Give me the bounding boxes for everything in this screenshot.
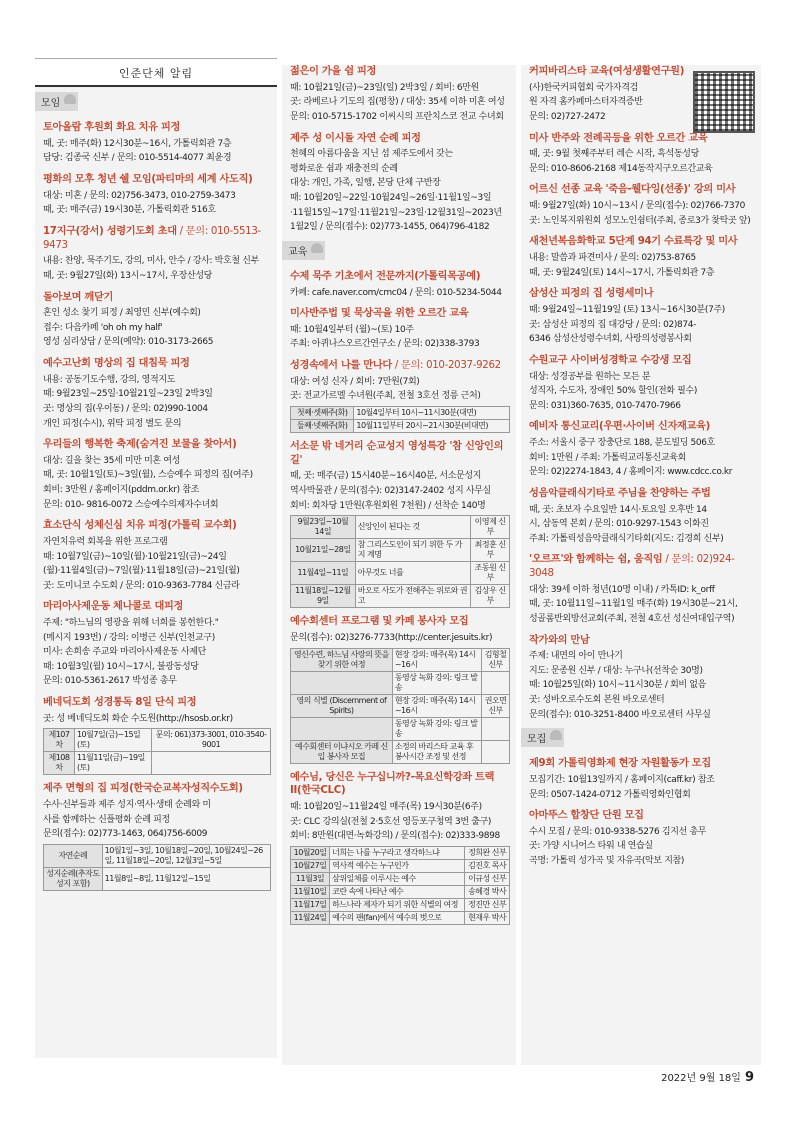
table-row (44, 729, 271, 752)
table-cell: 동영상 녹화 강의: 링크 발송 (392, 717, 481, 740)
notice-title (43, 782, 271, 796)
table-row (291, 846, 510, 859)
schedule-table (290, 846, 510, 925)
notice-line: 역사박물관 / 문의(접수): 02)3147-2402 성지 사무실 (290, 486, 491, 497)
notice-line: 때: 10월20일~11월24일 매주(목) 19시30분(6주) (290, 802, 482, 813)
table-cell: 11월10일 (291, 885, 330, 898)
notice-line: 문의: 010-5361-2617 박성종 총무 (43, 676, 177, 687)
people-icon (550, 730, 562, 740)
table-cell: 정희완 신부 (465, 846, 510, 859)
notice-title-text: 수원교구 사이버성경학교 수강생 모집 (529, 354, 692, 366)
column-2 (282, 58, 516, 1065)
notice-title (290, 65, 510, 79)
page-number: 9 (744, 1070, 754, 1085)
table-cell: 10월7일(금)~15일(토) (74, 729, 151, 752)
notice-line: 문의: 0507-1424-0712 가톨릭영화인협회 (529, 789, 691, 800)
notice-line: 내용: 말씀과 파견미사 / 문의: 02)753-8765 (529, 253, 696, 264)
notice-line: 내용: 찬양, 묵주기도, 강의, 미사, 안수 / 강사: 박호철 신부 (43, 256, 259, 267)
notice-line: 회비: 회차당 1만원(후원회원 7천원) / 선착순 140명 (290, 500, 486, 511)
notice-title (290, 307, 510, 321)
table-cell: 10월11일부터 20시~21시30분(비대면) (354, 419, 510, 432)
notice-title (529, 287, 755, 301)
notice-title-text: 효소단식 성체신심 치유 피정(가톨릭 교수회) (43, 520, 237, 532)
notice-title-text: 제주 성 이시돌 자연 순례 피정 (290, 132, 421, 144)
notice-title-text: 젊은이 가을 쉼 피정 (290, 66, 377, 77)
notice-title-contact: / 문의: 02)924-3048 (529, 554, 735, 580)
notice-line: 문의: 010-5715-1702 이씨시의 프란치스코 전교 수녀회 (290, 111, 504, 122)
section-tab-label: 모집 (527, 734, 547, 746)
table-cell: 9월23일~10월14일 (291, 516, 356, 539)
table-cell: 10월1일~3일, 10월18일~20일, 10월24일~26일, 11월18일~20일, 12월3일~5일 (102, 844, 270, 867)
notice-line: 주최: 아퀴나스오르간연구소 / 문의: 02)338-3793 (290, 339, 480, 350)
notice-title (529, 757, 755, 771)
notice-line: 내용: 공동기도수행, 강의, 영적지도 (43, 374, 176, 385)
section-tab-label: 교육 (288, 246, 308, 258)
notice-title-text: 돌아보며 깨닫기 (43, 291, 114, 303)
table-cell: 아무것도 너를 (355, 562, 471, 585)
notice-title (43, 438, 271, 452)
notice-line: 때: 9월24일~11월19일 (토) 13시~16시30분(7주) (529, 305, 725, 316)
notice-line: 때: 10월20일~22일·10월24일~26일·11월1일~3일 (290, 193, 492, 203)
table-cell: 이영제 신부 (471, 516, 510, 539)
table-row (291, 885, 510, 898)
table-cell: 11월24일 (291, 911, 330, 924)
notice-title (43, 291, 271, 305)
notice-title (43, 696, 271, 710)
schedule-table (290, 648, 510, 764)
notice-line: 곳: 전교가르멜 수녀원(주최, 전철 3호선 정릉 근처) (290, 391, 481, 402)
notice-line: 때, 곳: 매주(금) 15시40분~16시40분, 서소문성지 (290, 471, 482, 482)
table-cell: 제108차 (44, 752, 75, 775)
table-cell: 11월17일 (291, 898, 330, 911)
notice-line: 때, 곳: 10월1일(토)~3일(월), 스승예수 피정의 집(여주) (43, 470, 253, 481)
notice-line: 때: 10월4일부터 (월)~(토) 10주 (290, 324, 414, 335)
table-cell: 현재우 박사 (465, 911, 510, 924)
table-cell: 11월3일 (291, 872, 330, 885)
notice-line: 곳: 라베르나 기도의 집(평창) / 대상: 35세 이하 미혼 여성 (290, 97, 505, 108)
table-row (291, 740, 510, 763)
notice-line: 대상: 39세 이하 청년(10명 이내) / 카톡ID: k_orff (529, 584, 715, 595)
notice-line: 때: 9월27일(화) 10시~13시 / 문의(접수): 02)766-7370 (529, 201, 745, 212)
notice-title (529, 809, 755, 823)
table-row (44, 867, 271, 890)
notice-line: 때: 10월3일(월) 10시~17시, 불광동성당 (43, 661, 199, 672)
notice-line: 수시 모집 / 문의: 010-9338-5276 김지선 총무 (529, 826, 707, 837)
notice-line: 곳: 노인복지위원회 성모노인쉼터(주최, 종로3가 찾탁곳 앞) (529, 215, 751, 226)
notice-title-text: 예수회센터 프로그램 및 카페 봉사자 모집 (290, 616, 469, 628)
notice-line: ·11월15일~17일·11월21일~23일·12월31일~2023년 (290, 207, 502, 218)
notice-title (529, 235, 755, 249)
notice-line: 개인 피정(수시), 위탁 피정 별도 문의 (43, 418, 182, 429)
table-row (291, 717, 510, 740)
notice-line: 6346 삼성산성령수녀회, 사랑의성령봉사회 (529, 334, 692, 345)
table-cell: 제107차 (44, 729, 75, 752)
notice-line: 성직자, 수도자, 장애인 50% 할인(전화 필수) (529, 386, 698, 397)
notice-title-text: 예수고난회 명상의 집 대침묵 피정 (43, 358, 190, 370)
table-cell: 송혜경 박사 (465, 885, 510, 898)
table-cell: 예수회센터 이냐시오 카페 신입 봉사자 모집 (291, 740, 393, 763)
table-cell: 동영상 녹화 강의: 링크 발송 (392, 671, 481, 694)
column-1 (35, 58, 277, 1058)
section-tab-meeting (35, 92, 78, 111)
table-row (291, 516, 510, 539)
table-cell: 첫째·셋째주(화) (291, 406, 354, 419)
table-cell: 10월21일~28일 (291, 539, 356, 562)
table-cell: 권오면 신부 (482, 694, 510, 717)
notice-line: 때, 곳: 매주(화) 12시30분~16시, 가톨릭회관 7층 (43, 138, 232, 149)
notice-title-text: 성경속에서 나를 만나다 (290, 360, 392, 371)
table-cell: 자연순례 (44, 844, 103, 867)
notice-line: 회비: 1만원 / 주최: 가톨릭교리통신교육회 (529, 452, 686, 463)
notice-title-text: 미사반주법 및 묵상곡을 위한 오르간 교육 (290, 308, 469, 320)
issue-date: 2022년 9월 18일 (661, 1073, 741, 1084)
notice-line: 주제: "하느님의 영광을 위해 너희를 봉헌한다." (43, 618, 219, 629)
notice-title (290, 771, 510, 799)
table-cell: 코란 속에 나타난 예수 (330, 885, 465, 898)
schedule-table (290, 406, 510, 433)
table-row (291, 671, 510, 694)
notice-line: 대상: 미혼 / 문의: 02)756-3473, 010-2759-3473 (43, 190, 236, 201)
notice-line: 곳: 명상의 집(우이동) / 문의: 02)990-1004 (43, 403, 208, 414)
table-cell: 11월18일~12월9일 (291, 585, 356, 608)
notice-line: 회비: 8만원(대면·녹화강의) / 문의(접수): 02)333-9898 (290, 831, 500, 842)
notice-title (290, 615, 510, 629)
table-cell: 성지순례(추자도성지 포함) (44, 867, 103, 890)
notice-line: 주제: 내면의 아이 만나기 (529, 651, 623, 662)
notice-line: 문의: 010-8606-2168 제14동작지구오르간교육 (529, 163, 713, 174)
notice-line: 곳: 도미니코 수도회 / 문의: 010-9363-7784 신금라 (43, 580, 240, 591)
table-row (291, 859, 510, 872)
notice-line: 때, 곳: 초보자 수요일반 14시·토요일 오후반 14 (529, 504, 707, 515)
notice-title (43, 225, 271, 253)
notice-title-text: 미사 반주와 전례곡등을 위한 오르간 교육 (529, 132, 708, 144)
notice-line: 혼인 성소 찾기 피정 / 최영민 신부(예수회) (43, 308, 201, 319)
table-cell: 현장 강의: 매주(목) 14시~16시 (392, 694, 481, 717)
notice-line: 대상: 여성 신자 / 회비: 7만원(7회) (290, 376, 420, 387)
notice-line: 천혜의 아름다움을 지닌 섬 제주도에서 갖는 (290, 149, 453, 160)
notice-line: 곳: 가양 시니어스 타워 내 연습실 (529, 841, 653, 852)
notice-title (529, 420, 755, 434)
table-cell: 역사적 예수는 누구인가 (330, 859, 465, 872)
notice-title-text: 새천년복음화학교 5단계 94기 수료특강 및 미사 (529, 236, 738, 248)
column-2-items (290, 270, 510, 925)
table-row (291, 539, 510, 562)
column-2-panel (282, 65, 516, 1065)
notice-line: 원 자격 홈카페마스터자격증반 (529, 97, 643, 108)
section-header: 인준단체 알림 (35, 58, 277, 87)
notice-line: 지도: 문종원 신부 / 대상: 누구나(선착순 30명) (529, 665, 703, 676)
column-3-recruit-items (529, 757, 755, 868)
notice-line: (월)·11월4일(금)~7일(월)·11월18일(금)~21일(월) (43, 566, 240, 577)
notice-title-text: '오르프'와 함께하는 쉼, 움직임 (529, 554, 663, 566)
notice-title (290, 132, 510, 146)
notice-title-text: 예비자 통신교리(우편·사이버 신자재교육) (529, 421, 710, 433)
notice-line: 평화로운 쉼과 재충전의 순례 (290, 163, 398, 174)
notice-line: 때, 곳: 9월24일(토) 14시~17시, 가톨릭회관 7층 (529, 267, 715, 278)
notice-title (43, 600, 271, 614)
column-2-top-items (290, 65, 510, 235)
table-row (291, 419, 510, 432)
table-cell (482, 717, 510, 740)
column-1-panel (35, 58, 277, 1058)
notice-line: 성골롬반외방선교회(주최, 전철 4호선 성신여대입구역) (529, 613, 735, 624)
table-cell: 너희는 나를 누구라고 생각하느냐 (330, 846, 465, 859)
table-cell (152, 752, 271, 775)
notice-title-text: 아마뚜스 합창단 단원 모집 (529, 810, 644, 822)
notice-line: 곡명: 가톨릭 성가곡 및 자유곡(악보 지참) (529, 856, 685, 867)
table-cell: 11월11일(금)~19일(토) (74, 752, 151, 775)
page-footer (661, 1069, 754, 1085)
notice-title-text: 토아올람 후원회 화요 치유 피정 (43, 122, 181, 133)
column-3 (521, 58, 761, 1065)
table-cell: 바오로 사도가 전해주는 위로와 권고 (355, 585, 471, 608)
notice-title-contact: / 문의: 010-5513-9473 (43, 225, 261, 251)
table-cell: 이규성 신부 (465, 872, 510, 885)
notice-title-text: 어르신 선종 교육 '죽음-웰다잉(선종)' 강의 미사 (529, 184, 736, 196)
table-cell: 10월20일 (291, 846, 330, 859)
table-cell: 조동원 신부 (471, 562, 510, 585)
notice-title (529, 354, 755, 368)
notice-title-text: 우리들의 행복한 축제(숨겨진 보물을 찾아서) (43, 439, 237, 451)
notice-line: 영성 심리상담 / 문의(예약): 010-3173-2665 (43, 337, 214, 348)
notice-line: 카페: cafe.naver.com/cmc04 / 문의: 010-5234-5044 (290, 287, 502, 298)
section-tab-education (282, 241, 325, 260)
table-cell: 10월4일부터 10시~11시30분(대면) (354, 406, 510, 419)
notice-title-text: 제9회 가톨릭영화제 현장 자원활동가 모집 (529, 758, 711, 770)
notice-line: 곳: 삼성산 피정의 집 대강당 / 문의: 02)874- (529, 319, 697, 330)
notice-title-text: 예수님, 당신은 누구십니까?-목요신학강좌 트랙 II(한국CLC) (290, 771, 495, 797)
notice-title-text: 커피바리스타 교육(여성생활연구원) (529, 66, 685, 77)
table-row (291, 562, 510, 585)
table-cell: 삼위일체를 이루시는 예수 (330, 872, 465, 885)
column-3-items (529, 65, 755, 722)
notice-line: 때: 10월7일(금)~10일(월)·10월21일(금)~24일 (43, 551, 227, 562)
table-cell: 김상우 신부 (471, 585, 510, 608)
notice-line: 사를 함께하는 신플평화 순례 피정 (43, 814, 170, 825)
notice-line: 때: 10월21일(금)~23일(일) 2박3일 / 회비: 6만원 (290, 82, 479, 93)
column-3-panel (521, 65, 761, 1065)
table-row (44, 752, 271, 775)
table-cell: 정진만 신부 (465, 898, 510, 911)
notice-line: 곳: CLC 강의실(전철 2·5호선 영등포구청역 3번 출구) (290, 816, 492, 827)
people-icon (64, 94, 76, 104)
notice-line: 자연치유력 회복을 위한 프로그램 (43, 536, 168, 547)
notice-line: 문의(접수): 02)773-1463, 064)756-6009 (43, 829, 208, 840)
table-cell: 김진호 목사 (465, 859, 510, 872)
notice-line: 담당: 김종국 신부 / 문의: 010-5514-4077 최윤경 (43, 153, 232, 164)
notice-title-text: 평화의 모후 청년 쉘 모임(파티마의 세계 사도직) (43, 173, 253, 185)
notice-title (529, 132, 755, 146)
pen-icon (311, 243, 323, 253)
notice-title (529, 553, 755, 581)
notice-title (529, 487, 755, 501)
notice-title-text: 삼성산 피정의 집 성령세미나 (529, 288, 654, 300)
notice-line: 회비: 3만원 / 홈페이지(pddm.or.kr) 참조 (43, 485, 199, 496)
table-row (44, 844, 271, 867)
notice-line: 문의: 02)727-2472 (529, 111, 606, 122)
notice-line: 문의(접수): 010-3251-8400 바오로센터 사무실 (529, 709, 711, 720)
notice-line: 대상: 개인, 가족, 일행, 본당 단체 구반장 (290, 178, 441, 189)
table-cell: 최정훈 신부 (471, 539, 510, 562)
table-cell: 참 그리스도인이 되기 위한 두 가지 계명 (355, 539, 471, 562)
notice-line: 1월2일 / 문의(접수): 02)773-1455, 064)796-4182 (290, 222, 490, 233)
notice-line: 때, 곳: 9월27일(화) 13시~17시, 우장산성당 (43, 270, 213, 281)
notice-title-text: 17지구(강서) 성령기도회 초대 (43, 225, 177, 237)
table-row (291, 648, 510, 671)
notice-line: 곳: 성 베네딕도회 화순 수도원(http://hsosb.or.kr) (43, 713, 233, 724)
table-row (291, 872, 510, 885)
notice-line: (메시지 193번) / 강의: 이병근 신부(인천교구) (43, 632, 215, 643)
notice-title (290, 359, 510, 373)
notice-line: 시, 삼동역 본회 / 문의: 010-9297-1543 이화진 (529, 519, 709, 530)
notice-title-text: 서소문 밖 네거리 순교성지 영성특강 '참 신앙인의 길' (290, 440, 504, 466)
table-cell (291, 671, 393, 694)
notice-line: 문의: 010- 9816-0072 스승예수의제자수녀회 (43, 499, 219, 510)
table-cell: 영의 식별 (Discernment of Spirits) (291, 694, 393, 717)
notice-title (43, 357, 271, 371)
section-tab-label: 모임 (41, 98, 61, 109)
table-cell: 11월8일~8일, 11월12일~15일 (102, 867, 270, 890)
section-tab-recruit (521, 728, 564, 747)
table-cell: 신앙인이 된다는 것 (355, 516, 471, 539)
notice-title (43, 173, 271, 187)
table-cell: 소정의 바리스타 교육 후 봉사시간 조정 및 선정 (392, 740, 481, 763)
notice-line: 주소: 서울시 중구 장충단로 188, 분도빌딩 506호 (529, 438, 716, 449)
table-cell: 하느나라 제자가 되기 위한 식별의 여정 (330, 898, 465, 911)
table-cell (482, 671, 510, 694)
table-cell: 영신수련, 하느님 사랑의 뜻을 찾기 위한 여정 (291, 648, 393, 671)
notice-title-text: 수제 묵주 기초에서 전문까지(가톨릭목공예) (290, 270, 481, 282)
notice-title-text: 작가와의 만남 (529, 634, 590, 646)
table-row (291, 585, 510, 608)
notice-title-text: 제주 면형의 집 피정(한국순교복자성직수도회) (43, 783, 243, 795)
notice-title-text: 베네딕도회 성경통독 8일 단식 피정 (43, 696, 197, 708)
notice-line: 때: 10월25일(화) 10시~11시30분 / 회비 없음 (529, 680, 706, 691)
notice-title-text: 성음악클래식기타로 주님을 찬양하는 주법 (529, 487, 711, 499)
notice-line: 미사: 손희송 주교와 마리아사제운동 사제단 (43, 647, 206, 658)
table-cell: 김형철 신부 (482, 648, 510, 671)
notice-line: 문의: 02)2274-1843, 4 / 홈페이지: www.cdcc.co.kr (529, 467, 733, 478)
table-cell: 둘째·넷째주(화) (291, 419, 354, 432)
notice-title (290, 270, 510, 284)
notice-line: 주최: 가톨릭성음악클래식기타회(지도: 김경희 신부) (529, 533, 724, 544)
notice-title (529, 183, 755, 197)
notice-line: 수사·신부들과 제주 성지·역사·생태 순례와 미 (43, 800, 211, 811)
notice-line: 문의: 031)360-7635, 010-7470-7966 (529, 400, 681, 411)
notice-line: 때: 9월23일~25일·10월21일~23일 2박3일 (43, 389, 213, 400)
table-cell (482, 740, 510, 763)
notice-line: 문의(접수): 02)3276-7733(http://center.jesuits.kr) (290, 632, 493, 643)
notice-line: 때, 곳: 9월 첫째주부터 레슨 시작, 흑석동성당 (529, 149, 699, 160)
table-row (291, 406, 510, 419)
table-cell: 문의: 061)373-3001, 010-3540-9001 (152, 729, 271, 752)
schedule-table (290, 515, 510, 608)
schedule-table (43, 844, 271, 891)
table-cell: 10월27일 (291, 859, 330, 872)
notice-line: 대상: 길을 찾는 35세 미만 미혼 여성 (43, 455, 180, 466)
table-row (291, 911, 510, 924)
notice-title (290, 440, 510, 468)
qr-code-image (693, 71, 755, 133)
notice-line: 접수: 다음카페 'oh oh my half' (43, 322, 163, 333)
table-cell: 11월4일~11일 (291, 562, 356, 585)
notice-line: 모집기간: 10월13일까지 / 홈페이지(caff.kr) 참조 (529, 774, 715, 785)
notice-line: 곳: 성바오로수도회 본원 바오로센터 (529, 695, 665, 706)
table-cell: 예수의 팬(fan)에서 예수의 벗으로 (330, 911, 465, 924)
notice-title-contact: / 문의: 010-2037-9262 (391, 360, 501, 371)
table-row (291, 694, 510, 717)
table-row (291, 898, 510, 911)
notice-line: (사)한국커피협회 국가자격검 (529, 82, 638, 93)
table-cell (291, 717, 393, 740)
notice-line: 때, 곳: 10월11일~11월1일 매주(화) 19시30분~21시, (529, 599, 738, 610)
column-1-items (43, 121, 271, 891)
notice-title-text: 마리아사제운동 체나콜로 대피정 (43, 601, 184, 613)
notice-line: 때, 곳: 매주(금) 19시30분, 가톨릭회관 516호 (43, 205, 216, 216)
table-cell: 현장 강의: 매주(목) 14시~16시 (392, 648, 481, 671)
notice-title (529, 634, 755, 648)
notice-line: 대상: 성경공부를 원하는 모든 분 (529, 371, 651, 382)
schedule-table (43, 728, 271, 775)
notice-title (43, 519, 271, 533)
notice-title (43, 121, 271, 135)
